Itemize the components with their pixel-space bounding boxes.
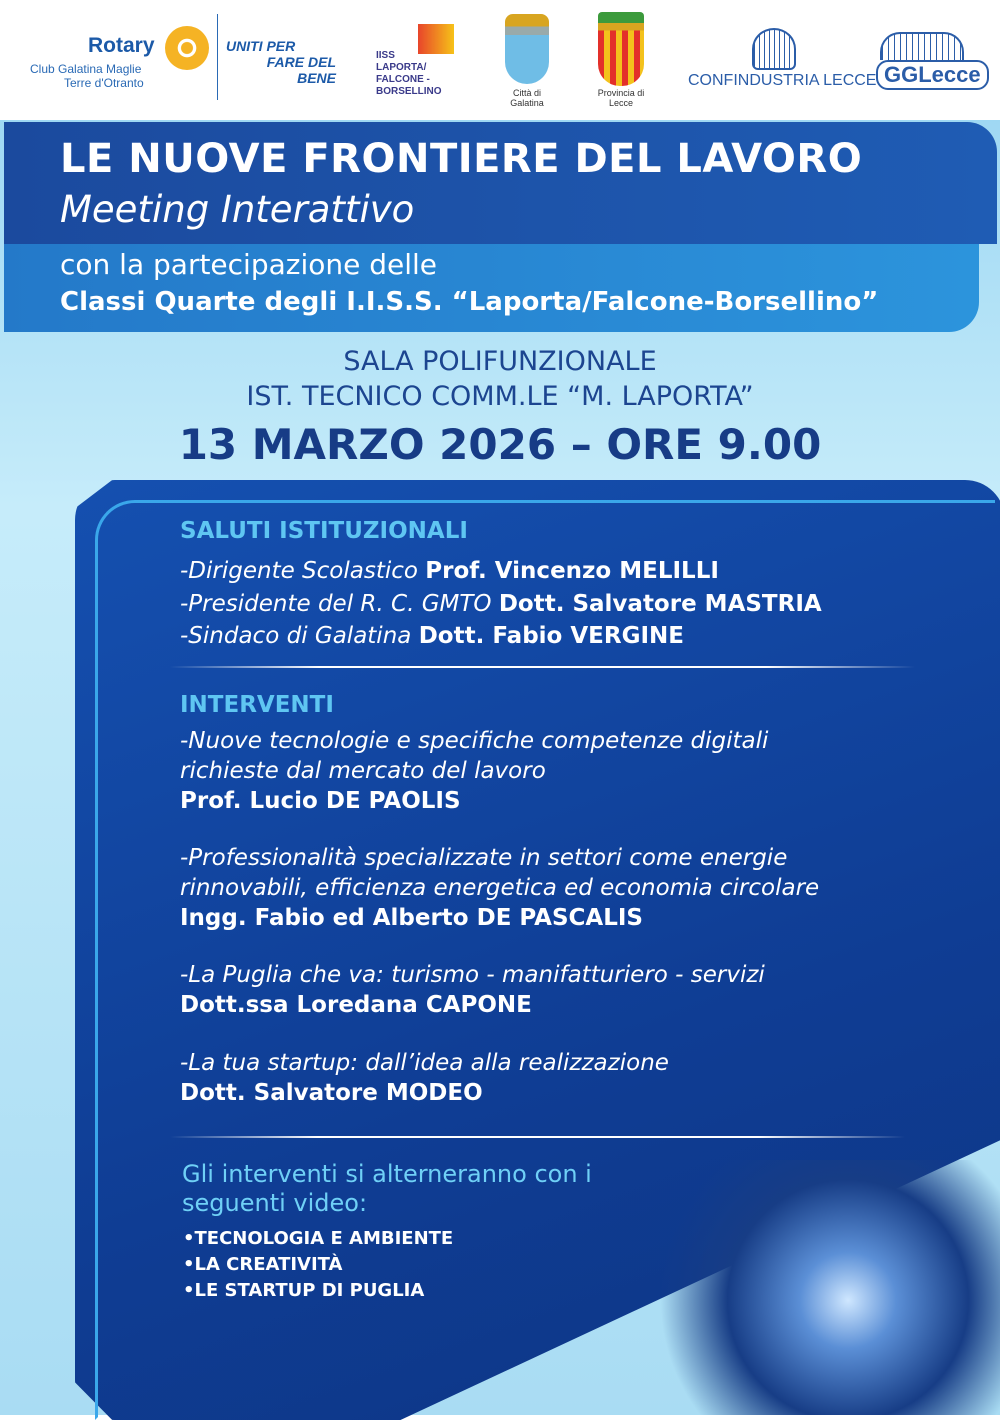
videos-intro-line: Gli interventi si alterneranno con i bbox=[182, 1160, 592, 1188]
confindustria-eagle-icon bbox=[752, 28, 796, 70]
logo-header bbox=[0, 0, 1000, 120]
greeting-item bbox=[180, 556, 719, 586]
iiss-line: LAPORTA/ bbox=[376, 62, 427, 73]
talk-topic: rinnovabili, efficienza energetica ed economia circolare bbox=[180, 875, 820, 901]
motto-line: FARE DEL bbox=[266, 54, 336, 70]
rotary-club: Club Galatina Maglie bbox=[30, 62, 142, 76]
greeting-role: -Presidente del R. C. GMTO bbox=[180, 591, 492, 617]
iiss-line: BORSELLINO bbox=[376, 86, 442, 97]
talk-speaker: Prof. Lucio DE PAOLIS bbox=[180, 788, 461, 814]
separator bbox=[170, 1136, 905, 1138]
venue-school: IST. TECNICO COMM.LE “M. LAPORTA” bbox=[246, 381, 754, 412]
event-datetime: 13 MARZO 2026 – ORE 9.00 bbox=[178, 420, 822, 469]
video-item: •LA CREATIVITÀ bbox=[183, 1254, 343, 1275]
rotary-name: Rotary bbox=[88, 34, 155, 57]
greeting-person: Dott. Fabio VERGINE bbox=[418, 623, 684, 649]
event-subtitle: Meeting Interattivo bbox=[60, 188, 415, 231]
motto-line: UNITI PER bbox=[226, 38, 296, 54]
talk-item bbox=[180, 960, 765, 1020]
greeting-role: -Dirigente Scolastico bbox=[180, 558, 418, 584]
greeting-person: Prof. Vincenzo MELILLI bbox=[425, 558, 719, 584]
ggl-label: GGLecce bbox=[876, 60, 989, 90]
lecce-line: Provincia di bbox=[597, 88, 645, 98]
talk-speaker: Dott. Salvatore MODEO bbox=[180, 1080, 483, 1106]
motto bbox=[226, 38, 336, 86]
separator bbox=[170, 666, 915, 668]
lecce-label bbox=[588, 88, 654, 108]
lecce-line: Lecce bbox=[608, 98, 634, 108]
handshake-image bbox=[620, 1160, 1000, 1415]
galatina-label bbox=[497, 88, 557, 108]
confindustria-label: CONFINDUSTRIA LECCE bbox=[688, 72, 877, 89]
galatina-crest-icon bbox=[505, 14, 549, 84]
talk-topic: -La Puglia che va: turismo - manifatturiero - servizi bbox=[180, 962, 765, 988]
participation-text: con la partecipazione delle bbox=[60, 248, 438, 281]
talk-item bbox=[180, 726, 768, 816]
talks-heading: INTERVENTI bbox=[180, 692, 334, 718]
motto-line: BENE bbox=[297, 70, 336, 86]
lecce-crest-icon bbox=[598, 12, 644, 86]
galatina-line: Città di bbox=[512, 88, 541, 98]
talk-topic: -Nuove tecnologie e specifiche competenze digitali bbox=[180, 728, 769, 754]
greeting-role: -Sindaco di Galatina bbox=[180, 623, 412, 649]
iiss-line: IISS bbox=[376, 50, 395, 61]
talk-speaker: Ingg. Fabio ed Alberto DE PASCALIS bbox=[180, 905, 643, 931]
greeting-item bbox=[180, 589, 822, 619]
iiss-logo-text bbox=[376, 50, 442, 98]
video-item: •TECNOLOGIA E AMBIENTE bbox=[183, 1228, 454, 1249]
ggl-logo-icon bbox=[880, 32, 964, 60]
rotary-wheel-icon bbox=[165, 26, 209, 70]
divider bbox=[217, 14, 218, 100]
event-title: LE NUOVE FRONTIERE DEL LAVORO bbox=[60, 136, 863, 182]
iiss-line: FALCONE - bbox=[376, 74, 430, 85]
venue-hall: SALA POLIFUNZIONALE bbox=[343, 346, 657, 377]
greeting-item bbox=[180, 621, 684, 651]
classes-text: Classi Quarte degli I.I.S.S. “Laporta/Falcone-Borsellino” bbox=[60, 287, 879, 317]
greeting-person: Dott. Salvatore MASTRIA bbox=[498, 591, 822, 617]
talk-item bbox=[180, 1048, 669, 1108]
videos-intro-line: seguenti video: bbox=[182, 1189, 368, 1217]
greetings-heading: SALUTI ISTITUZIONALI bbox=[180, 518, 468, 544]
videos-intro bbox=[182, 1160, 592, 1218]
talk-speaker: Dott.ssa Loredana CAPONE bbox=[180, 992, 532, 1018]
galatina-line: Galatina bbox=[510, 98, 544, 108]
talk-topic: -La tua startup: dall’idea alla realizzazione bbox=[180, 1050, 669, 1076]
rotary-area: Terre d'Otranto bbox=[64, 76, 144, 90]
talk-item bbox=[180, 843, 819, 933]
talk-topic: richieste dal mercato del lavoro bbox=[180, 758, 546, 784]
video-item: •LE STARTUP DI PUGLIA bbox=[183, 1280, 425, 1301]
talk-topic: -Professionalità specializzate in settori come energie bbox=[180, 845, 788, 871]
